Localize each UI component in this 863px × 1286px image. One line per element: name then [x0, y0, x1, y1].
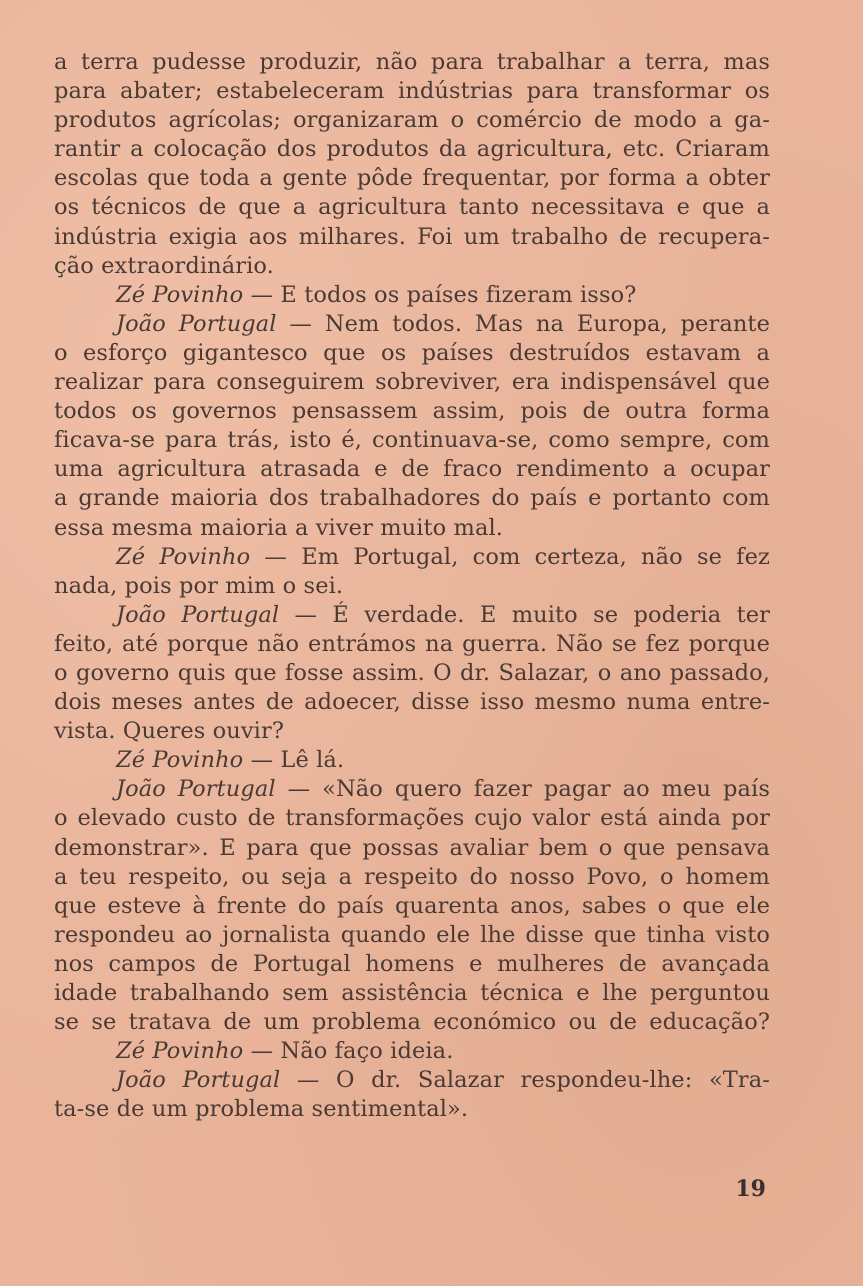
speaker-name: João Portugal — [116, 310, 277, 337]
text-line: ta-se de um problema sentimental». — [54, 1096, 469, 1123]
dialogue-line — [54, 281, 770, 310]
text-line: ção extraordinário. — [54, 252, 274, 279]
body-text — [54, 48, 770, 1124]
text-line: ficava-se para trás, isto é, continuava-se, como sempre, com — [54, 427, 770, 454]
text-line: rantir a colocação dos produtos da agricultura, etc. Criaram — [54, 136, 770, 163]
text-line: a grande maioria dos trabalhadores do país e portanto com — [54, 485, 770, 512]
text-line: respondeu ao jornalista quando ele lhe disse que tinha visto — [54, 921, 770, 948]
text-line: uma agricultura atrasada e de fraco rendimento a ocupar — [54, 456, 770, 483]
page-number: 19 — [735, 1176, 766, 1202]
dialogue-line — [54, 1066, 770, 1095]
dialogue-line — [54, 775, 770, 804]
text-line: os técnicos de que a agricultura tanto necessitava e que a — [54, 194, 770, 221]
speaker-name: João Portugal — [116, 1067, 281, 1094]
text-line: nada, pois por mim o sei. — [54, 572, 344, 599]
speech-text: — É verdade. E muito se poderia ter — [294, 601, 770, 628]
speech-text: — Lê lá. — [250, 747, 345, 774]
speaker-name: Zé Povinho — [116, 281, 244, 308]
speech-text: — O dr. Salazar respondeu-lhe: «Tra- — [296, 1067, 770, 1094]
speech-text: — «Não quero fazer pagar ao meu país — [287, 776, 770, 803]
text-line: o esforço gigantesco que os países destruídos estavam a — [54, 339, 770, 366]
text-line: escolas que toda a gente pôde frequentar, por forma a obter — [54, 165, 770, 192]
text-line: dois meses antes de adoecer, disse isso mesmo numa entre- — [54, 689, 770, 716]
text-line: a terra pudesse produzir, não para trabalhar a terra, mas — [54, 49, 770, 75]
speech-text: — E todos os países fizeram isso? — [250, 281, 637, 308]
text-line: nos campos de Portugal homens e mulheres de avançada — [54, 950, 770, 977]
text-line: o elevado custo de transformações cujo valor está ainda por — [54, 805, 770, 832]
speaker-name: João Portugal — [116, 601, 280, 628]
text-line: vista. Queres ouvir? — [54, 718, 284, 745]
speaker-name: Zé Povinho — [116, 747, 244, 774]
text-line: feito, até porque não entrámos na guerra. Não se fez porque — [54, 630, 770, 657]
text-line: se se tratava de um problema económico ou de educação? — [54, 1009, 770, 1036]
text-line: que esteve à frente do país quarenta anos, sabes o que ele — [54, 892, 770, 919]
speaker-name: Zé Povinho — [116, 543, 251, 570]
speech-text: — Nem todos. Mas na Europa, perante — [289, 310, 770, 337]
dialogue-line — [54, 746, 770, 775]
text-line: produtos agrícolas; organizaram o comércio de modo a ga- — [54, 107, 770, 134]
text-line: essa mesma maioria a viver muito mal. — [54, 514, 504, 541]
speech-text: — Não faço ideia. — [250, 1038, 454, 1065]
text-line: realizar para conseguirem sobreviver, era indispensável que — [54, 369, 770, 396]
speaker-name: João Portugal — [116, 776, 276, 803]
text-line: a teu respeito, ou seja a respeito do nosso Povo, o homem — [54, 863, 770, 890]
dialogue-line — [54, 601, 770, 630]
dialogue-line — [54, 543, 770, 572]
speaker-name: Zé Povinho — [116, 1038, 244, 1065]
dialogue-line — [54, 310, 770, 339]
text-line: demonstrar». E para que possas avaliar bem o que pensava — [54, 834, 770, 861]
text-line: indústria exigia aos milhares. Foi um trabalho de recupera- — [54, 223, 770, 250]
text-line: todos os governos pensassem assim, pois de outra forma — [54, 398, 770, 425]
text-line: idade trabalhando sem assistência técnica e lhe perguntou — [54, 980, 770, 1006]
speech-text: — Em Portugal, com certeza, não se fez — [264, 543, 770, 570]
text-line: o governo quis que fosse assim. O dr. Salazar, o ano passado, — [54, 659, 770, 686]
text-line: para abater; estabeleceram indústrias para transformar os — [54, 78, 770, 105]
dialogue-line — [54, 1037, 770, 1066]
